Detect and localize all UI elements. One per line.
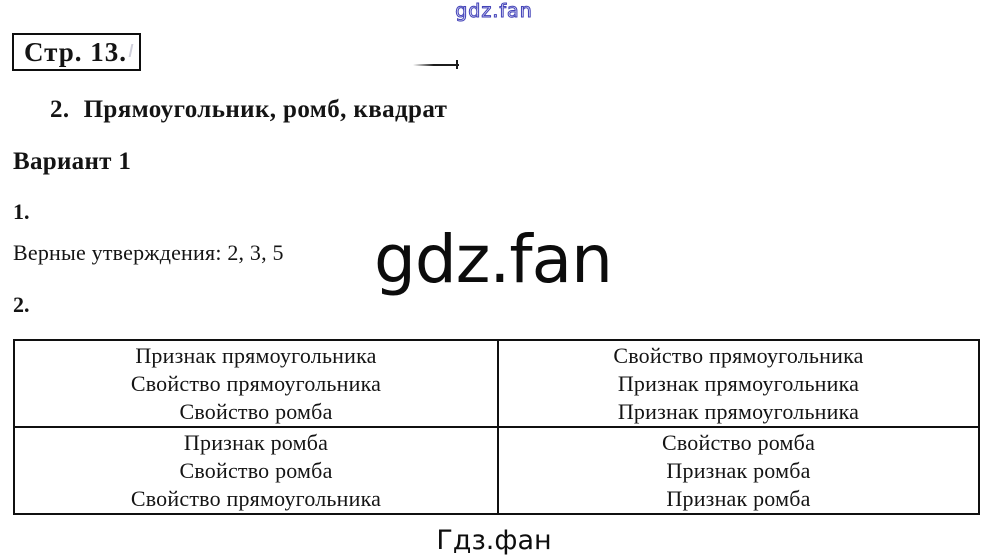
table-cell-line: Свойство ромба (661, 430, 816, 455)
table-cell-line: Свойство ромба (179, 458, 333, 483)
top-watermark: gdz.fan (455, 0, 533, 22)
answers-table-wrap (13, 339, 980, 515)
table-cell-line: Свойство ромба (179, 399, 333, 424)
table-cell-line: Признак прямоугольника (617, 399, 860, 424)
table-cell (498, 340, 979, 427)
task1-number: 1. (13, 199, 30, 224)
table-cell-line: Признак ромба (183, 430, 329, 455)
table-cell-line: Признак ромба (666, 458, 811, 483)
table-cell-line: Свойство прямоугольника (130, 486, 382, 511)
task1-answer: Верные утверждения: 2, 3, 5 (13, 240, 284, 265)
footer-site-name: Гдз.фан (436, 525, 552, 556)
center-watermark: gdz.fan (374, 221, 612, 298)
table-cell-line: Свойство прямоугольника (613, 343, 864, 368)
table-cell-line: Признак прямоугольника (617, 371, 860, 396)
section-number: 2. (50, 96, 70, 123)
scan-line-tick-artifact (456, 60, 458, 69)
section-heading (50, 96, 447, 123)
table-cell-line: Признак прямоугольника (135, 343, 377, 368)
table-cell-line: Признак ромба (666, 486, 811, 511)
answers-table (13, 339, 980, 515)
table-row (14, 427, 979, 514)
section-title: Прямоугольник, ромб, квадрат (83, 96, 448, 123)
task2-number: 2. (13, 292, 30, 317)
table-cell (14, 427, 498, 514)
table-row (14, 340, 979, 427)
page-label-cut-artifact (129, 44, 139, 57)
table-cell-line: Свойство прямоугольника (130, 371, 382, 396)
table-cell (14, 340, 498, 427)
table-cell (498, 427, 979, 514)
page-label: Стр. 13. (24, 36, 128, 67)
page-label-box (12, 33, 141, 71)
variant-label: Вариант 1 (13, 148, 132, 175)
scan-line-artifact (413, 64, 459, 66)
